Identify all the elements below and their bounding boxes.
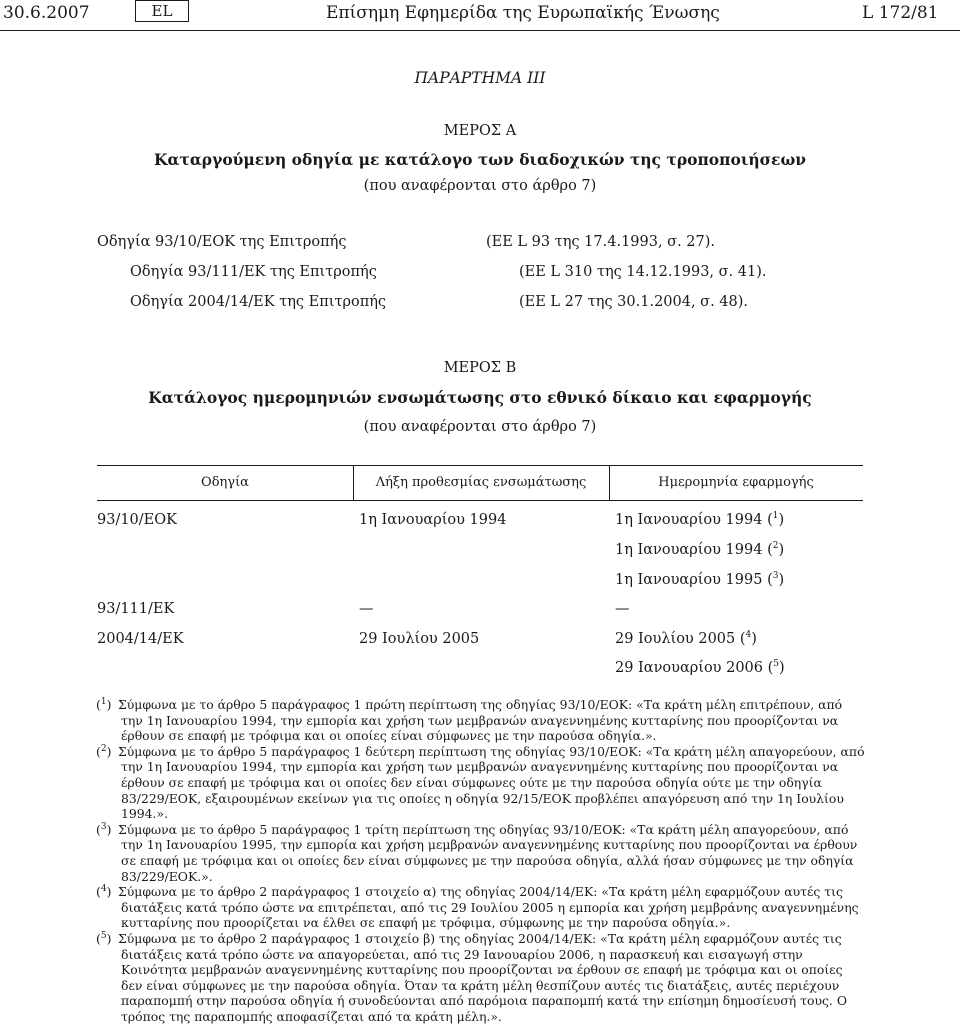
language-badge: EL [135, 0, 189, 22]
footnote: ($^5$) Σύμφωνα με το άρθρο 2 παράγραφος 1 στοιχείο β) της οδηγίας 2004/14/ΕΚ: «Τα κράτη μέλη εφαρμόζουν αυτές τις διατάξεις κατά τρόπο ώστε να απαγορεύεται, από τις 29 Ιανουαρίου 2006, η παρασκευή και εισαγωγή στην Κοινότητα μεμβρανών αναγεννημένης κυτταρίνης που προορίζονται να έρθουν σε επαφή με τρόφιμα και οι οποίες δεν είναι σύμφωνες με την παρούσα οδηγία. Όταν τα κράτη μέλη θεσπίζουν αυτές τις διατάξεις, αυτές περιέχουν παραπομπή στην παρούσα οδηγία ή συνοδεύονται από παρόμοια παραπομπή κατά την επίσημη δημοσίευσή τους. Ο τρόπος της παραπομπής αποφασίζεται από τα κράτη μέλη.». [96, 930, 847, 1024]
column-header-directive: Οδηγία [201, 475, 249, 490]
part-a-reference: (ΕΕ L 93 της 17.4.1993, σ. 27). [486, 234, 716, 250]
part-a-title: Καταργούμενη οδηγία με κατάλογο των διαδοχικών της τροποποιήσεων [154, 150, 806, 169]
part-a-subtitle: (που αναφέρονται στο άρθρο 7) [363, 178, 597, 194]
journal-title: Επίσημη Εφημερίδα της Ευρωπαϊκής Ένωσης [326, 3, 720, 23]
footnote: ($^1$) Σύμφωνα με το άρθρο 5 παράγραφος 1 πρώτη περίπτωση της οδηγίας 93/10/ΕΟΚ: «Τα κράτη μέλη επιτρέπουν, από την 1η Ιανουαρίου 1994, την εμπορία και χρήση των μεμβρανών αναγεννημένης κυτταρίνης που προορίζονται να έρθουν σε επαφή με τρόφιμα και οι οποίες είναι σύμφωνες με την παρούσα οδηγία.». [96, 696, 843, 744]
page-reference: L 172/81 [862, 3, 939, 23]
footnote-ref: 2 [772, 541, 779, 552]
table-cell-application: 29 Ιανουαρίου 2006 ($^5$) [615, 659, 785, 676]
part-a-directive: Οδηγία 93/10/ΕΟΚ της Επιτροπής [97, 234, 347, 250]
table-cell-directive: 93/10/ΕΟΚ [97, 512, 177, 528]
table-cell-application: 1η Ιανουαρίου 1994 ($^2$) [615, 541, 785, 558]
part-b-title: Κατάλογος ημερομηνιών ενσωμάτωσης στο εθνικό δίκαιο και εφαρμογής [148, 388, 812, 407]
table-header-rule [97, 500, 863, 501]
part-a-heading: ΜΕΡΟΣ Α [443, 123, 517, 139]
column-header-application: Ημερομηνία εφαρμογής [658, 475, 814, 490]
table-cell-deadline: 29 Ιουλίου 2005 [359, 631, 480, 647]
footnote-ref: 5 [773, 659, 779, 670]
table-cell-deadline: — [359, 601, 374, 617]
footnote: ($^3$) Σύμφωνα με το άρθρο 5 παράγραφος 1 τρίτη περίπτωση της οδηγίας 93/10/ΕΟΚ: «Τα κράτη μέλη απαγορεύουν, από την 1η Ιανουαρίου 1995, την εμπορία και χρήση μεμβρανών αναγεννημένης κυτταρίνης που προορίζονται να έρθουν σε επαφή με τρόφιμα και οι οποίες δεν είναι σύμφωνες με την παρούσα οδηγία, αλλά ήσαν σύμφωνες με την οδηγία 83/229/ΕΟΚ.». [96, 821, 858, 884]
part-b-heading: ΜΕΡΟΣ Β [443, 360, 517, 376]
part-b-subtitle: (που αναφέρονται στο άρθρο 7) [363, 419, 597, 435]
column-header-deadline: Λήξη προθεσμίας ενσωμάτωσης [375, 475, 587, 490]
footnote: ($^2$) Σύμφωνα με το άρθρο 5 παράγραφος 1 δεύτερη περίπτωση της οδηγίας 93/10/ΕΟΚ: «Τα κράτη μέλη απαγορεύουν, από την 1η Ιανουαρίου 1994, την εμπορία και χρήση των μεμβρανών αναγεννημένης κυτταρίνης που προορίζονται να έρθουν σε επαφή με τρόφιμα και οι οποίες δεν είναι σύμφωνες ούτε με την παρούσα οδηγία ούτε με την οδηγία 83/229/ΕΟΚ, εξαιρουμένων εκείνων για τις οποίες η οδηγία 92/15/ΕΟΚ προβλέπει απαγόρευση από την 1η Ιουλίου 1994.». [96, 743, 865, 822]
footnote-ref: 3 [772, 571, 779, 582]
table-cell-application: 1η Ιανουαρίου 1994 ($^1$) [615, 511, 785, 528]
table-cell-application: 1η Ιανουαρίου 1995 ($^3$) [615, 571, 785, 588]
table-cell-deadline: 1η Ιανουαρίου 1994 [359, 512, 507, 528]
footnotes [96, 697, 866, 1024]
table-cell-application: — [615, 601, 630, 617]
annex-title: ΠΑΡΑΡΤΗΜΑ III [414, 69, 546, 87]
table-top-rule [97, 465, 863, 466]
part-a-reference: (ΕΕ L 310 της 14.12.1993, σ. 41). [519, 264, 767, 280]
footnote: ($^4$) Σύμφωνα με το άρθρο 2 παράγραφος 1 στοιχείο α) της οδηγίας 2004/14/ΕΚ: «Τα κράτη μέλη εφαρμόζουν αυτές τις διατάξεις κατά τρόπο ώστε να επιτρέπεται, από τις 29 Ιουλίου 2005 η εμπορία και χρήση μεμβράνης αναγεννημένης κυτταρίνης που προορίζεται να έλθει σε επαφή με τρόφιμα, σύμφωνης με την παρούσα οδηγία.». [96, 884, 859, 931]
footnote-ref: 4 [745, 630, 752, 641]
footnote-ref: 1 [772, 511, 779, 522]
table-cell-directive: 2004/14/ΕΚ [97, 631, 184, 647]
table-cell-application: 29 Ιουλίου 2005 ($^4$) [615, 630, 757, 647]
header-date: 30.6.2007 [3, 3, 90, 23]
table-cell-directive: 93/111/ΕΚ [97, 601, 175, 617]
header-rule [0, 30, 960, 31]
part-a-directive: Οδηγία 93/111/ΕΚ της Επιτροπής [130, 264, 377, 280]
part-a-directive: Οδηγία 2004/14/ΕΚ της Επιτροπής [130, 294, 387, 310]
part-a-reference: (ΕΕ L 27 της 30.1.2004, σ. 48). [519, 294, 749, 310]
